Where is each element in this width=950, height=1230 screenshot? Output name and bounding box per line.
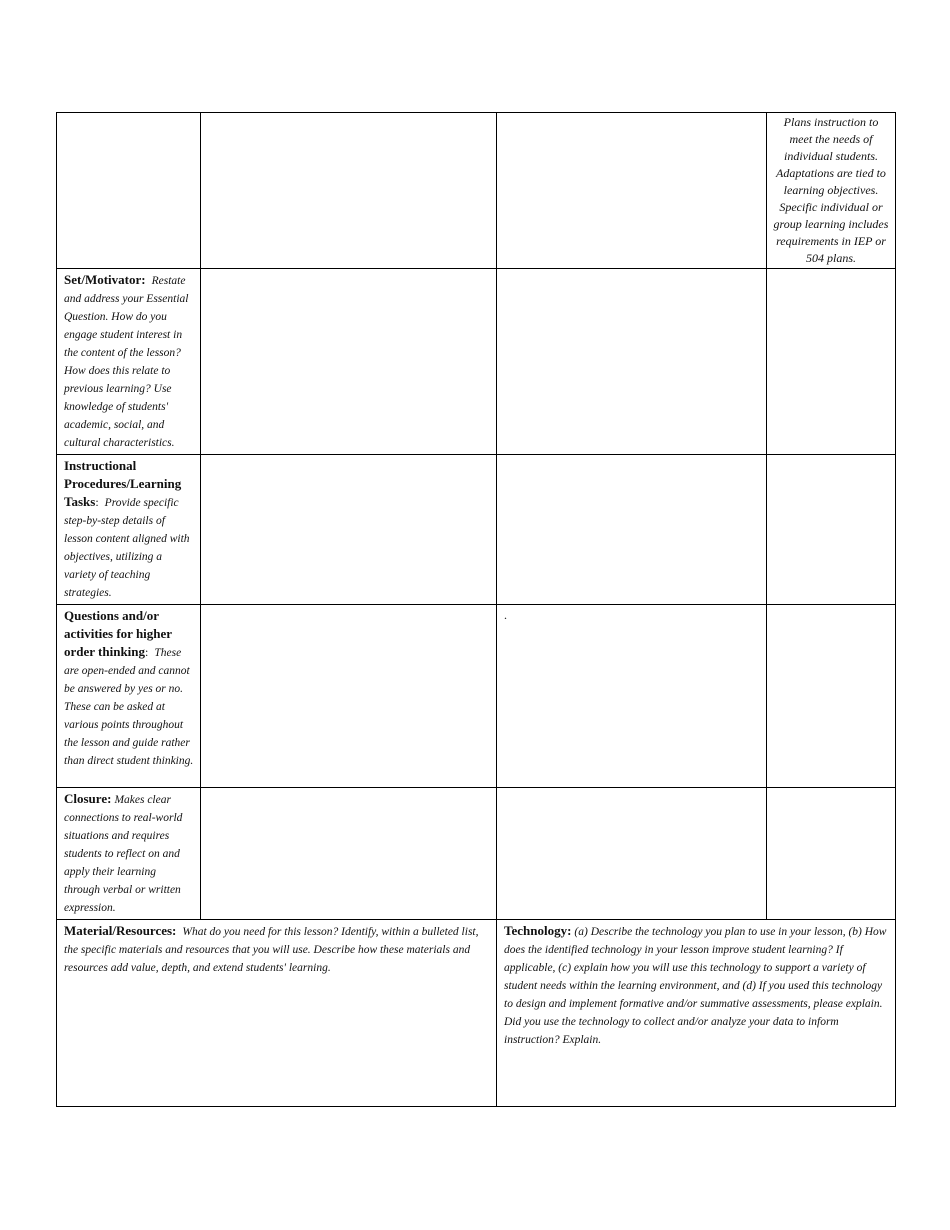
closure-label: Closure: xyxy=(64,791,112,806)
standard-note-text: Plans instruction to meet the needs of individual students. Adaptations are tied to learning objectives. Specific individual or group learning includes requirements in IEP or 504 plans. xyxy=(773,115,889,265)
cell-empty[interactable] xyxy=(201,113,497,269)
questions-input-cell-2[interactable] xyxy=(497,605,767,788)
questions-label: Questions and/or activities for higher order thinking xyxy=(64,608,172,659)
questions-separator: : xyxy=(145,645,149,659)
table-row-closure xyxy=(57,788,896,920)
questions-input-cell-3[interactable] xyxy=(767,605,896,788)
set-motivator-input-cell-2[interactable] xyxy=(497,269,767,455)
standard-note-cell xyxy=(767,113,896,269)
set-motivator-input-cell[interactable] xyxy=(201,269,497,455)
instructional-input-cell-2[interactable] xyxy=(497,455,767,605)
materials-description: What do you need for this lesson? Identify, within a bulleted list, the specific materials and resources that you will use. Describe how these materials and resources add value, depth, and extend students' learning. xyxy=(64,926,479,974)
materials-label: Material/Resources: xyxy=(64,923,177,938)
questions-prompt-cell xyxy=(57,605,201,788)
instructional-separator: : xyxy=(95,495,99,509)
materials-cell[interactable] xyxy=(57,920,497,1107)
closure-input-cell[interactable] xyxy=(201,788,497,920)
instructional-description: Provide specific step-by-step details of lesson content aligned with objectives, utilizing a variety of teaching strategies. xyxy=(64,497,190,599)
closure-input-cell-3[interactable] xyxy=(767,788,896,920)
closure-prompt-cell xyxy=(57,788,201,920)
instructional-input-cell[interactable] xyxy=(201,455,497,605)
questions-input-cell[interactable] xyxy=(201,605,497,788)
table-row-set-motivator xyxy=(57,269,896,455)
questions-description: These are open-ended and cannot be answered by yes or no. These can be asked at various points throughout the lesson and guide rather than direct student thinking. xyxy=(64,647,194,767)
table-row-header xyxy=(57,113,896,269)
closure-description: Makes clear connections to real-world situations and requires students to reflect on and apply their learning through verbal or written expression. xyxy=(64,794,183,914)
questions-dot-text: . xyxy=(504,608,507,622)
set-motivator-input-cell-3[interactable] xyxy=(767,269,896,455)
instructional-label: Instructional Procedures/Learning Tasks xyxy=(64,458,182,509)
cell-empty[interactable] xyxy=(57,113,201,269)
technology-cell[interactable] xyxy=(497,920,896,1107)
technology-description: (a) Describe the technology you plan to use in your lesson, (b) How does the identified technology in your lesson improve student learning? If applicable, (c) explain how you will use this technology to support a variety of student needs within the learning environment, and (d) If you used this technology to design and implement formative and/or summative assessments, please explain. Did you use the technology to collect and/or analyze your data to inform instruction? Explain. xyxy=(504,926,887,1046)
table-row-questions xyxy=(57,605,896,788)
lesson-plan-table xyxy=(56,112,896,1107)
instructional-prompt-cell xyxy=(57,455,201,605)
table-row-instructional xyxy=(57,455,896,605)
set-motivator-prompt-cell xyxy=(57,269,201,455)
technology-label: Technology: xyxy=(504,923,572,938)
set-motivator-description: Restate and address your Essential Question. How do you engage student interest in the content of the lesson? How does this relate to previous learning? Use knowledge of students' academic, social, and cultural characteristics. xyxy=(64,275,189,449)
closure-input-cell-2[interactable] xyxy=(497,788,767,920)
instructional-input-cell-3[interactable] xyxy=(767,455,896,605)
set-motivator-label: Set/Motivator: xyxy=(64,272,146,287)
cell-empty[interactable] xyxy=(497,113,767,269)
table-row-bottom xyxy=(57,920,896,1107)
